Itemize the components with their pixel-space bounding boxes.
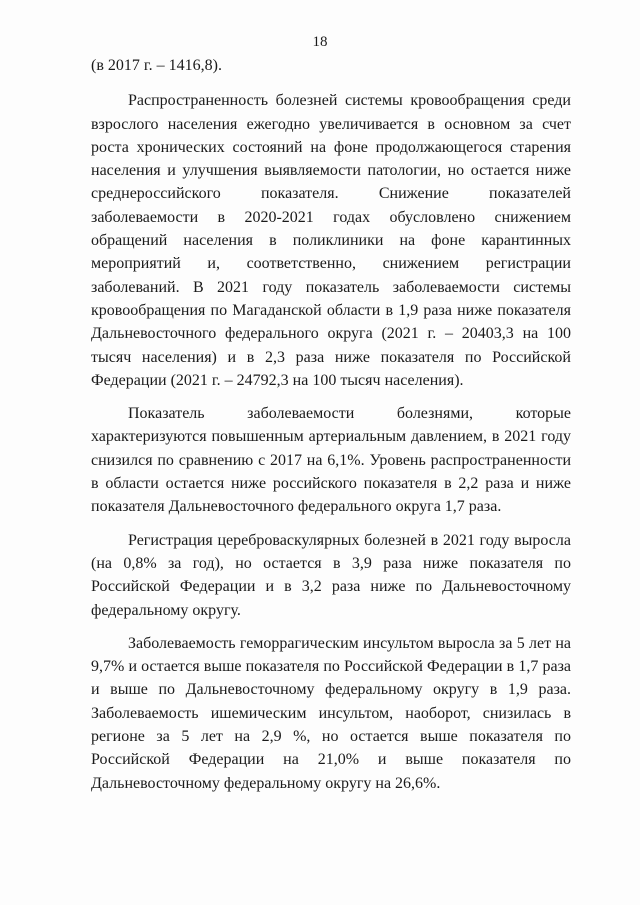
paragraph-hypertension: Показатель заболеваемости болезнями, которые характеризуются повышенным артериальным давлением, в 2021 году снизился по сравнению с 2017 на 6,1%. Уровень распространенности в области остается ниже российского показателя в 2,2 раза и ниже показателя Дальневосточного федерального округа 1,7 раза. xyxy=(91,405,571,516)
paragraph-circulatory-prevalence: Распространенность болезней системы кровообращения среди взрослого населения ежегодно увеличивается в основном за счет роста хронических состояний на фоне продолжающегося старения населения и улучшения выявляемости патологии, но остается ниже среднероссийского показателя. Снижение показателей заболеваемости в 2020-2021 годах обусловлено снижением обращений населения в поликлиники на фоне карантинных мероприятий и, соответственно, снижением регистрации заболеваний. В 2021 году показатель заболеваемости системы кровообращения по Магаданской области в 1,9 раза ниже показателя Дальневосточного федерального округа (2021 г. – 20403,3 на 100 тысяч населения) и в 2,3 раза ниже показателя по Российской Федерации (2021 г. – 24792,3 на 100 тысяч населения). xyxy=(91,92,571,389)
paragraph-cerebrovascular: Регистрация цереброваскулярных болезней в 2021 году выросла (на 0,8% за год), но остается в 3,9 раза ниже показателя по Российской Федерации и в 3,2 раза ниже по Дальневосточному федеральному округу. xyxy=(91,531,571,619)
page-number: 18 xyxy=(312,34,328,50)
paragraph-continuation: (в 2017 г. – 1416,8). xyxy=(91,57,222,74)
paragraph-stroke: Заболеваемость геморрагическим инсультом выросла за 5 лет на 9,7% и остается выше показателя по Российской Федерации в 1,7 раза и выше по Дальневосточному федеральному округу в 1,9 раза. Заболеваемость ишемическим инсультом, наоборот, снизилась в регионе за 5 лет на 2,9 %, но остается выше показателя по Российской Федерации на 21,0% и выше показателя по Дальневосточному федеральному округу на 26,6%. xyxy=(91,634,571,792)
body-text xyxy=(91,54,571,805)
